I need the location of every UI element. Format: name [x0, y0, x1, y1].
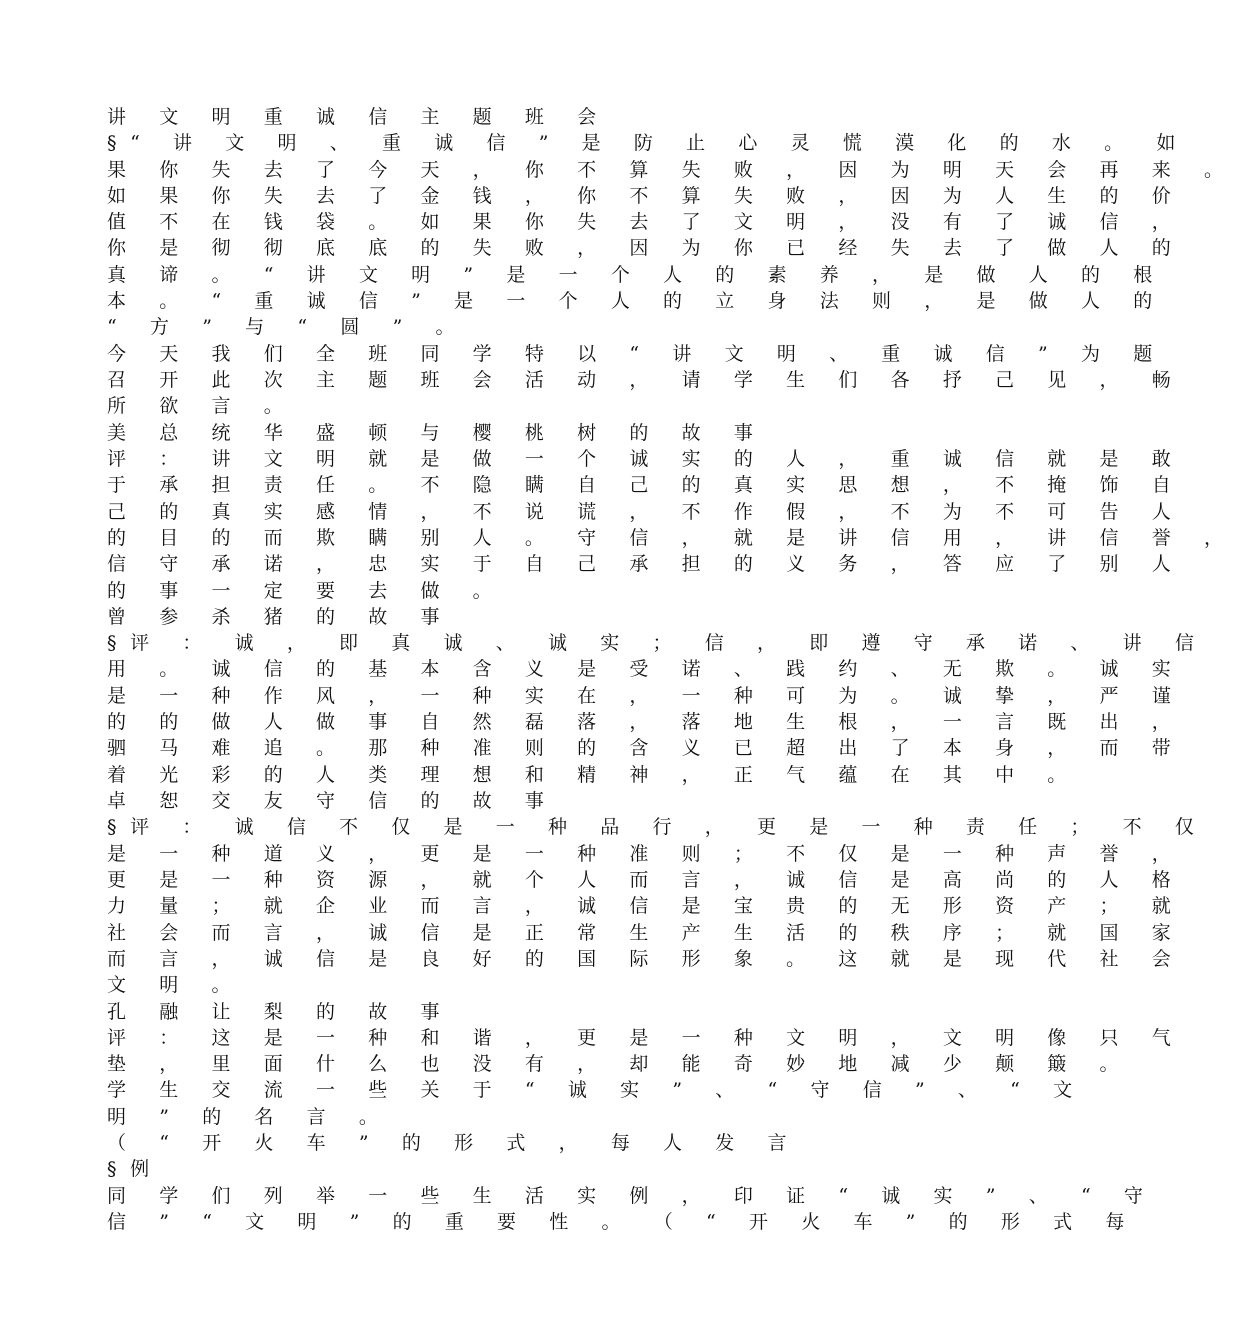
text-line: 果 你 失 去 了 今 天 ， 你 不 算 失 败 ， 因 为 明 天 会 再 来 。	[107, 159, 1237, 181]
text-line: 信 守 承 诺 ， 忠 实 于 自 己 承 担 的 义 务 ， 答 应 了 别 人	[107, 553, 1185, 575]
text-line: 信 ” “ 文 明 ” 的 重 要 性 。 （ “ 开 火 车 ” 的 形 式 每	[107, 1211, 1138, 1233]
text-line: 己 的 真 实 感 情 ， 不 说 谎 ， 不 作 假 ， 不 为 不 可 告 人	[107, 501, 1185, 523]
section-heading: 卓 恕 交 友 守 信 的 故 事	[107, 790, 558, 812]
text-line: 更 是 一 种 资 源 ， 就 个 人 而 言 ， 诚 信 是 高 尚 的 人 格	[107, 869, 1185, 891]
text-line: 今 天 我 们 全 班 同 学 特 以 “ 讲 文 明 、 重 诚 信 ” 为 题	[107, 343, 1166, 365]
text-line: 如 果 你 失 去 了 金 钱 ， 你 不 算 失 败 ， 因 为 人 生 的 价	[107, 185, 1185, 207]
text-line: 同 学 们 列 举 一 些 生 活 实 例 ， 印 证 “ 诚 实 ” 、 “ 守	[107, 1185, 1157, 1207]
text-line: 真 谛 。 “ 讲 文 明 ” 是 一 个 人 的 素 养 ， 是 做 人 的 根	[107, 264, 1166, 286]
text-line: 驷 马 难 追 。 那 种 准 则 的 含 义 已 超 出 了 本 身 ， 而 带	[107, 737, 1185, 759]
text-line: 所 欲 言 。	[107, 395, 297, 417]
text-line: 是 一 种 作 风 ， 一 种 实 在 ， 一 种 可 为 。 诚 挚 ， 严 谨	[107, 685, 1185, 707]
text-line: 评 ： 这 是 一 种 和 谐 ， 更 是 一 种 文 明 ， 文 明 像 只 气	[107, 1027, 1185, 1049]
text-line: §评 ： 诚 ， 即 真 诚 、 诚 实 ； 信 ， 即 遵 守 承 诺 、 讲 信	[107, 632, 1208, 654]
text-line: 的 目 的 而 欺 瞒 别 人 。 守 信 ， 就 是 讲 信 用 ， 讲 信 誉 ，	[107, 527, 1237, 549]
text-line: （ “ 开 火 车 ” 的 形 式 ， 每 人 发 言	[107, 1132, 801, 1154]
text-line: 力 量 ； 就 企 业 而 言 ， 诚 信 是 宝 贵 的 无 形 资 产 ； 就	[107, 895, 1185, 917]
text-line: “ 方 ” 与 “ 圆 ” 。	[107, 316, 469, 338]
text-line: 而 言 ， 诚 信 是 良 好 的 国 际 形 象 。 这 就 是 现 代 社 会	[107, 948, 1185, 970]
text-line: 社 会 而 言 ， 诚 信 是 正 常 生 产 生 活 的 秩 序 ； 就 国 家	[107, 922, 1185, 944]
text-line: §例	[107, 1158, 163, 1180]
text-line: 评 ： 讲 文 明 就 是 做 一 个 诚 实 的 人 ， 重 诚 信 就 是 敢	[107, 448, 1185, 470]
text-line: §评 ： 诚 信 不 仅 是 一 种 品 行 ， 更 是 一 种 责 任 ； 不 仅	[107, 816, 1208, 838]
text-line: 的 的 做 人 做 事 自 然 磊 落 ， 落 地 生 根 ， 一 言 既 出 ，	[107, 711, 1185, 733]
document-title: 讲 文 明 重 诚 信 主 题 班 会	[107, 106, 610, 128]
text-line: 于 承 担 责 任 。 不 隐 瞒 自 己 的 真 实 思 想 ， 不 掩 饰 自	[107, 474, 1185, 496]
section-heading: 孔 融 让 梨 的 故 事	[107, 1001, 454, 1023]
text-line: 是 一 种 道 义 ， 更 是 一 种 准 则 ； 不 仅 是 一 种 声 誉 ，	[107, 843, 1185, 865]
text-line: 明 ” 的 名 言 。	[107, 1106, 392, 1128]
text-line: §“ 讲 文 明 、 重 诚 信 ” 是 防 止 心 灵 慌 漠 化 的 水 。 如	[107, 132, 1189, 154]
text-line: 召 开 此 次 主 题 班 会 活 动 ， 请 学 生 们 各 抒 己 见 ， 畅	[107, 369, 1185, 391]
text-line: 学 生 交 流 一 些 关 于 “ 诚 实 ” 、 “ 守 信 ” 、 “ 文	[107, 1079, 1086, 1101]
text-line: 着 光 彩 的 人 类 理 想 和 精 神 ， 正 气 蕴 在 其 中 。	[107, 764, 1080, 786]
section-heading: 美 总 统 华 盛 顿 与 樱 桃 树 的 故 事	[107, 422, 767, 444]
text-line: 文 明 。	[107, 974, 245, 996]
text-line: 用 。 诚 信 的 基 本 含 义 是 受 诺 、 践 约 、 无 欺 。 诚 实	[107, 658, 1185, 680]
text-line: 值 不 在 钱 袋 。 如 果 你 失 去 了 文 明 ， 没 有 了 诚 信 ，	[107, 211, 1185, 233]
text-line: 你 是 彻 彻 底 底 的 失 败 ， 因 为 你 已 经 失 去 了 做 人 的	[107, 237, 1185, 259]
text-line: 的 事 一 定 要 去 做 。	[107, 580, 506, 602]
section-heading: 曾 参 杀 猪 的 故 事	[107, 606, 454, 628]
text-line: 本 。 “ 重 诚 信 ” 是 一 个 人 的 立 身 法 则 ， 是 做 人 的	[107, 290, 1166, 312]
text-line: 垫 ， 里 面 什 么 也 没 有 ， 却 能 奇 妙 地 减 少 颠 簸 。	[107, 1053, 1133, 1075]
